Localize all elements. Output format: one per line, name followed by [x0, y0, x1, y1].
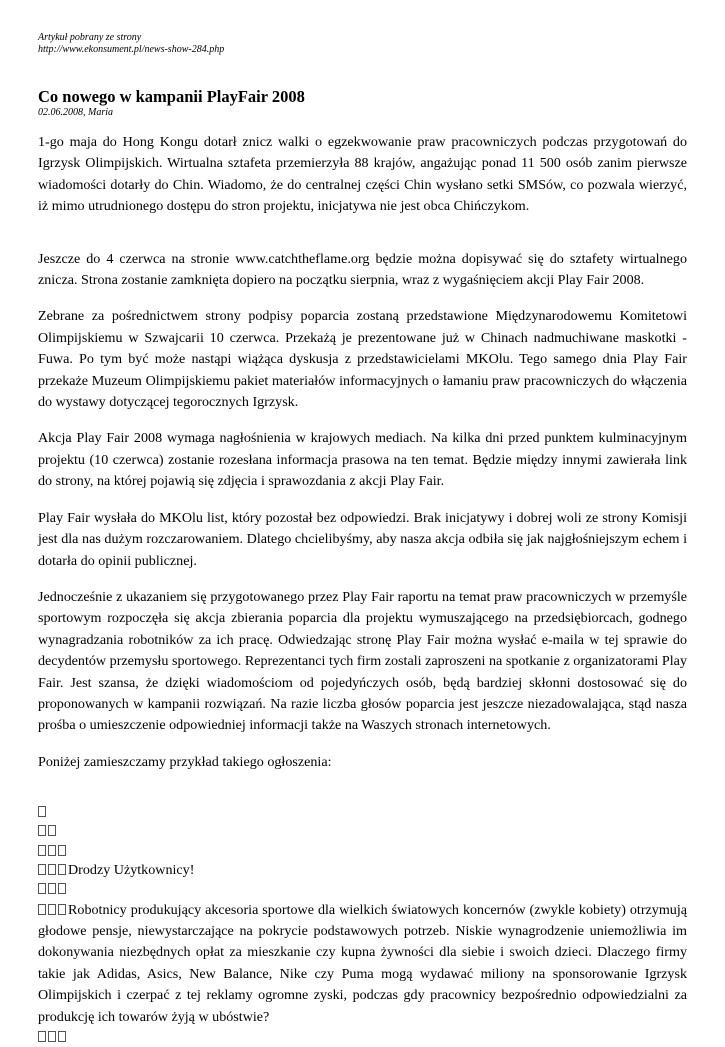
missing-glyph-box: [38, 825, 46, 836]
notice-block: [38, 803, 687, 1047]
paragraph: Poniżej zamieszczamy przykład takiego ogłoszenia:: [38, 753, 332, 770]
notice-greeting: Drodzy Użytkownicy!: [68, 862, 195, 879]
missing-glyph-box: [58, 904, 66, 915]
missing-glyph-line: [38, 1028, 687, 1047]
missing-glyph-box: [38, 864, 46, 875]
article-meta: 02.06.2008, Maria: [38, 107, 113, 118]
missing-glyph-box: [58, 1031, 66, 1042]
paragraph: Akcja Play Fair 2008 wymaga nagłośnienia w krajowych mediach. Na kilka dni przed punktem kulminacyjnym projektu (10 czerwca) zostanie rozesłana informacja prasowa na ten temat. Będzie między innymi zawierała link do strony, na której pojawią się zdjęcia i sprawozdania z akcji Play Fair.: [38, 430, 687, 490]
missing-glyph-box: [38, 904, 46, 915]
paragraph: Jednocześnie z ukazaniem się przygotowanego przez Play Fair raportu na temat praw pracowniczych w przemyśle sportowym rozpoczęła się akcja zbierania poparcia dla projektu wymuszającego na przedsiębiorcach, godnego wynagradzania robotników za ich pracę. Odwiedzając stronę Play Fair można wysłać e-maila w tej sprawie do decydentów przemysłu sportowego. Reprezentanci tych firm zostali zaproszeni na spotkanie z organizatorami Play Fair. Jest szansa, że dzięki wiadomościom od pojedyńczych osób, będą bardziej skłonni dostosować się do proponowanych w kampanii rozwiązań. Na razie liczba głosów poparcia jest jeszcze niezadowalająca, stąd nasza prośba o umieszczenie odpowiedniej informacji także na Waszych stronach internetowych.: [38, 588, 687, 734]
missing-glyph-box: [58, 883, 66, 894]
missing-glyph-box: [38, 806, 46, 817]
missing-glyph-box: [48, 864, 56, 875]
paragraph: 1-go maja do Hong Kongu dotarł znicz walki o egzekwowanie praw pracowniczych podczas przygotowań do Igrzysk Olimpijskich. Wirtualna sztafeta przemierzyła 88 krajów, angażując ponad 11 500 osób zanim pierwsze wiadomości dotarły do Chin. Wiadomo, że do centralnej części Chin wysłano setki SMSów, co pozwala wierzyć, iż mimo utrudnionego dostępu do stron projektu, inicjatywa nie jest obca Chińczykom.: [38, 134, 687, 215]
paragraph: Jeszcze do 4 czerwca na stronie www.catchtheflame.org będzie można dopisywać się do sztafety wirtualnego znicza. Strona zostanie zamknięta dopiero na początku sierpnia, wraz z wygaśnięciem akcji Play Fair 2008.: [38, 250, 687, 289]
missing-glyph-box: [48, 883, 56, 894]
missing-glyph-box: [48, 825, 56, 836]
source-note: [38, 32, 687, 56]
missing-glyph-line: [38, 880, 687, 899]
article-title: Co nowego w kampanii PlayFair 2008: [38, 87, 305, 106]
missing-glyph-box: [38, 1031, 46, 1042]
missing-glyph-line: [38, 842, 687, 861]
missing-glyph-box: [58, 845, 66, 856]
missing-glyph-line: [38, 822, 687, 841]
notice-body: Robotnicy produkujący akcesoria sportowe dla wielkich światowych koncernów (zwykle kobiety) otrzymują głodowe pensje, niewystarczające na pokrycie podstawowych potrzeb. Niskie wynagrodzenie uniemożliwia im dokonywania niezbędnych opłat za mieszkanie czy kupna żywności dla siebie i swoich dzieci. Dlaczego firmy takie jak Adidas, Asics, New Balance, Nike czy Puma mogą wydawać miliony na sponsorowanie Igrzysk Olimpijskich i czerpać z tej reklamy ogromne zyski, podczas gdy pracownicy bezpośrednio odpowiedzialni za produkcję ich towarów żyją w ubóstwie?: [38, 901, 687, 1025]
notice-greeting-line: [38, 861, 687, 880]
notice-body-paragraph: [38, 900, 687, 1028]
paragraph: Play Fair wysłała do MKOlu list, który pozostał bez odpowiedzi. Brak inicjatywy i dobrej woli ze strony Komisji jest dla nas dużym rozczarowaniem. Dlatego chcielibyśmy, aby nasza akcja odbiła się jak najgłośniejszym echem i dotarła do opinii publicznej.: [38, 509, 687, 569]
paragraph: Zebrane za pośrednictwem strony podpisy poparcia zostaną przedstawione Międzynarodowemu Komitetowi Olimpijskiemu w Szwajcarii 10 czerwca. Przekażą je prezentowane już w Chinach nadmuchiwane maskotki - Fuwa. Po tym być może nastąpi wiążąca dyskusja z przedstawicielami MKOlu. Tego samego dnia Play Fair przekaże Muzeum Olimpijskiemu pakiet materiałów informacyjnych o łamaniu praw pracowniczych do włączenia do wystawy dotyczącej tegorocznych Igrzysk.: [38, 308, 687, 411]
missing-glyph-box: [38, 883, 46, 894]
document-page: [38, 32, 687, 1047]
source-url: http://www.ekonsument.pl/news-show-284.php: [38, 44, 225, 55]
missing-glyph-line: [38, 803, 687, 822]
missing-glyph-box: [58, 864, 66, 875]
missing-glyph-box: [48, 845, 56, 856]
missing-glyph-box: [38, 845, 46, 856]
missing-glyph-box: [48, 904, 56, 915]
missing-glyph-box: [48, 1031, 56, 1042]
source-label: Artykuł pobrany ze strony: [38, 32, 142, 43]
